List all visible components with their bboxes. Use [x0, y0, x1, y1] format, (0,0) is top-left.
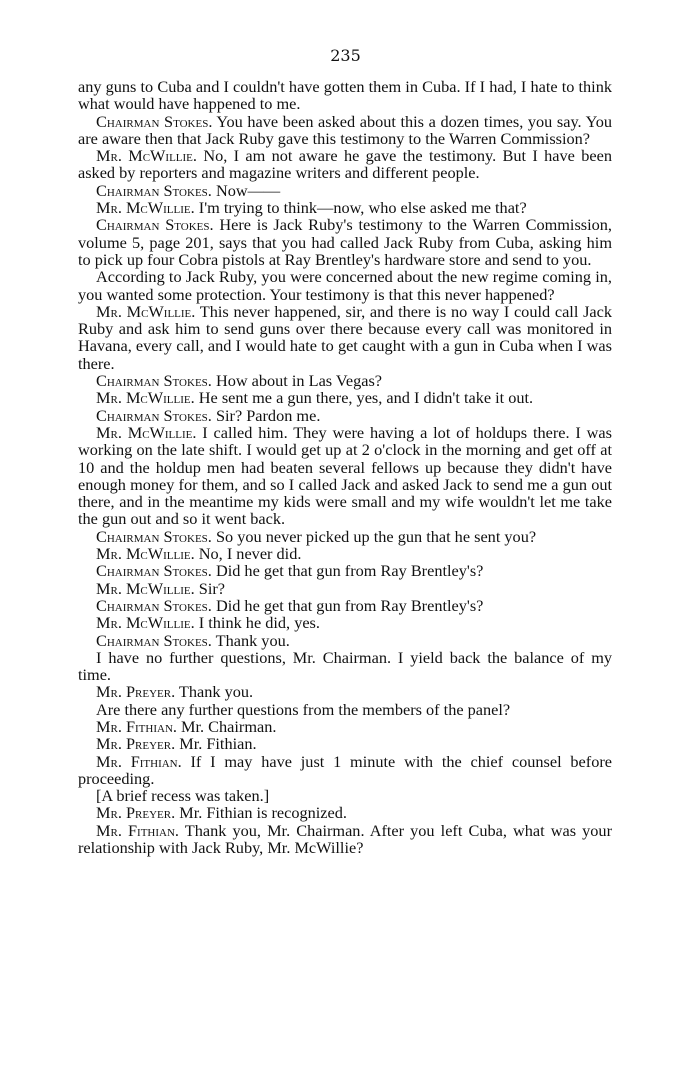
speech-text: Mr. Fithian is recognized. [179, 803, 347, 823]
speaker-name: Mr. Fithian. [96, 820, 179, 840]
speaker-name: Mr. McWillie. [96, 613, 195, 633]
speaker-name: Mr. Fithian. [96, 716, 177, 736]
speech-text: I think he did, yes. [198, 613, 320, 633]
speech-text: I'm trying to think—now, who else asked me that? [198, 198, 527, 218]
speaker-name: Mr. McWillie. [96, 388, 195, 408]
speaker-name: Mr. McWillie. [96, 198, 195, 218]
transcript-paragraph [78, 303, 612, 372]
speech-text: No, I am not aware he gave the testimony. But I have been asked by reporters and magazine writers and different people. [78, 146, 612, 183]
transcript-paragraph [78, 407, 612, 424]
transcript-paragraph [78, 268, 612, 303]
speech-text: any guns to Cuba and I couldn't have gotten them in Cuba. If I had, I hate to think what would have happened to me. [78, 77, 612, 114]
speech-text: According to Jack Ruby, you were concerned about the new regime coming in, you wanted some protection. Your testimony is that this never happened? [78, 267, 612, 304]
speech-text: This never happened, sir, and there is no way I could call Jack Ruby and ask him to send guns over there because every call was monitored in Havana, every call, and I would hate to get caught with a gun in Cuba when I was there. [78, 301, 612, 373]
speech-text: No, I never did. [198, 544, 302, 564]
speaker-name: Mr. Preyer. [96, 734, 176, 754]
speech-text: He sent me a gun there, yes, and I didn't take it out. [198, 388, 534, 408]
speaker-name: Chairman Stokes. [96, 180, 212, 200]
transcript-paragraph [78, 113, 612, 148]
transcript-paragraph [78, 632, 612, 649]
transcript-paragraph [78, 735, 612, 752]
speech-text: Mr. Chairman. [181, 716, 277, 736]
transcript-paragraph [78, 822, 612, 857]
speech-text: Are there any further questions from the members of the panel? [96, 699, 511, 719]
speech-text: Did he get that gun from Ray Brentley's? [215, 595, 484, 615]
transcript-paragraph [78, 597, 612, 614]
speaker-name: Chairman Stokes. [96, 371, 212, 391]
speaker-name: Chairman Stokes. [96, 595, 212, 615]
page-number: 235 [330, 46, 361, 65]
speech-text: You have been asked about this a dozen times, you say. You are aware then that Jack Ruby gave this testimony to the Warren Commission? [78, 111, 612, 148]
speaker-name: Mr. McWillie. [96, 422, 197, 442]
transcript-paragraph [78, 753, 612, 788]
speech-text: Thank you, Mr. Chairman. After you left Cuba, what was your relationship with Jack Ruby, Mr. McWillie? [78, 820, 612, 858]
transcript-paragraph [78, 528, 612, 545]
speaker-name: Mr. McWillie. [96, 146, 197, 166]
transcript-paragraph [78, 701, 612, 718]
transcript-paragraph [78, 389, 612, 406]
speech-text: Now—— [215, 180, 281, 200]
speech-text: Sir? Pardon me. [215, 405, 321, 425]
transcript-paragraph [78, 649, 612, 684]
transcript-paragraph [78, 182, 612, 199]
transcript-paragraph [78, 147, 612, 182]
speaker-name: Mr. McWillie. [96, 301, 196, 321]
speech-text: Mr. Fithian. [179, 734, 257, 754]
speaker-name: Mr. Fithian. [96, 751, 182, 771]
speech-text: Thank you. [215, 630, 290, 650]
speaker-name: Mr. McWillie. [96, 578, 195, 598]
speaker-name: Chairman Stokes. [96, 111, 213, 131]
speech-text: [A brief recess was taken.] [96, 786, 270, 806]
transcript-paragraph [78, 718, 612, 735]
speaker-name: Chairman Stokes. [96, 561, 212, 581]
speaker-name: Chairman Stokes. [96, 526, 212, 546]
speech-text: So you never picked up the gun that he sent you? [215, 526, 537, 546]
speaker-name: Mr. Preyer. [96, 803, 176, 823]
transcript-paragraph [78, 614, 612, 631]
speech-text: I called him. They were having a lot of holdups there. I was working on the late shift. I would get up at 2 o'clock in the morning and get off at 10 and the holdup men had beaten several fellows up because they didn't have enough money for them, and so I called Jack and asked Jack to send me a gun out there, and in the meantime my kids were small and my wife wouldn't let me take the gun out and so it went back. [78, 422, 612, 529]
transcript-body [78, 78, 612, 856]
transcript-paragraph [78, 78, 612, 113]
speech-text: Sir? [198, 578, 226, 598]
transcript-paragraph [78, 683, 612, 700]
speaker-name: Chairman Stokes. [96, 405, 212, 425]
speaker-name: Mr. Preyer. [96, 682, 176, 702]
transcript-paragraph [78, 216, 612, 268]
speech-text: How about in Las Vegas? [215, 371, 383, 391]
transcript-paragraph [78, 787, 612, 804]
speech-text: Here is Jack Ruby's testimony to the Warren Commission, volume 5, page 201, says that you had called Jack Ruby from Cuba, asking him to pick up four Cobra pistols at Ray Brentley's hardware store and send to you. [78, 215, 612, 269]
transcript-paragraph [78, 804, 612, 821]
transcript-paragraph [78, 562, 612, 579]
speech-text: Did he get that gun from Ray Brentley's? [215, 561, 484, 581]
speech-text: I have no further questions, Mr. Chairman. I yield back the balance of my time. [78, 647, 612, 685]
transcript-paragraph [78, 580, 612, 597]
speaker-name: Chairman Stokes. [96, 630, 212, 650]
transcript-paragraph [78, 372, 612, 389]
speaker-name: Chairman Stokes. [96, 215, 214, 235]
transcript-paragraph [78, 545, 612, 562]
transcript-paragraph [78, 424, 612, 528]
speaker-name: Mr. McWillie. [96, 544, 195, 564]
transcript-paragraph [78, 199, 612, 216]
speech-text: Thank you. [178, 682, 254, 702]
speech-text: If I may have just 1 minute with the chief counsel before proceeding. [78, 751, 612, 788]
